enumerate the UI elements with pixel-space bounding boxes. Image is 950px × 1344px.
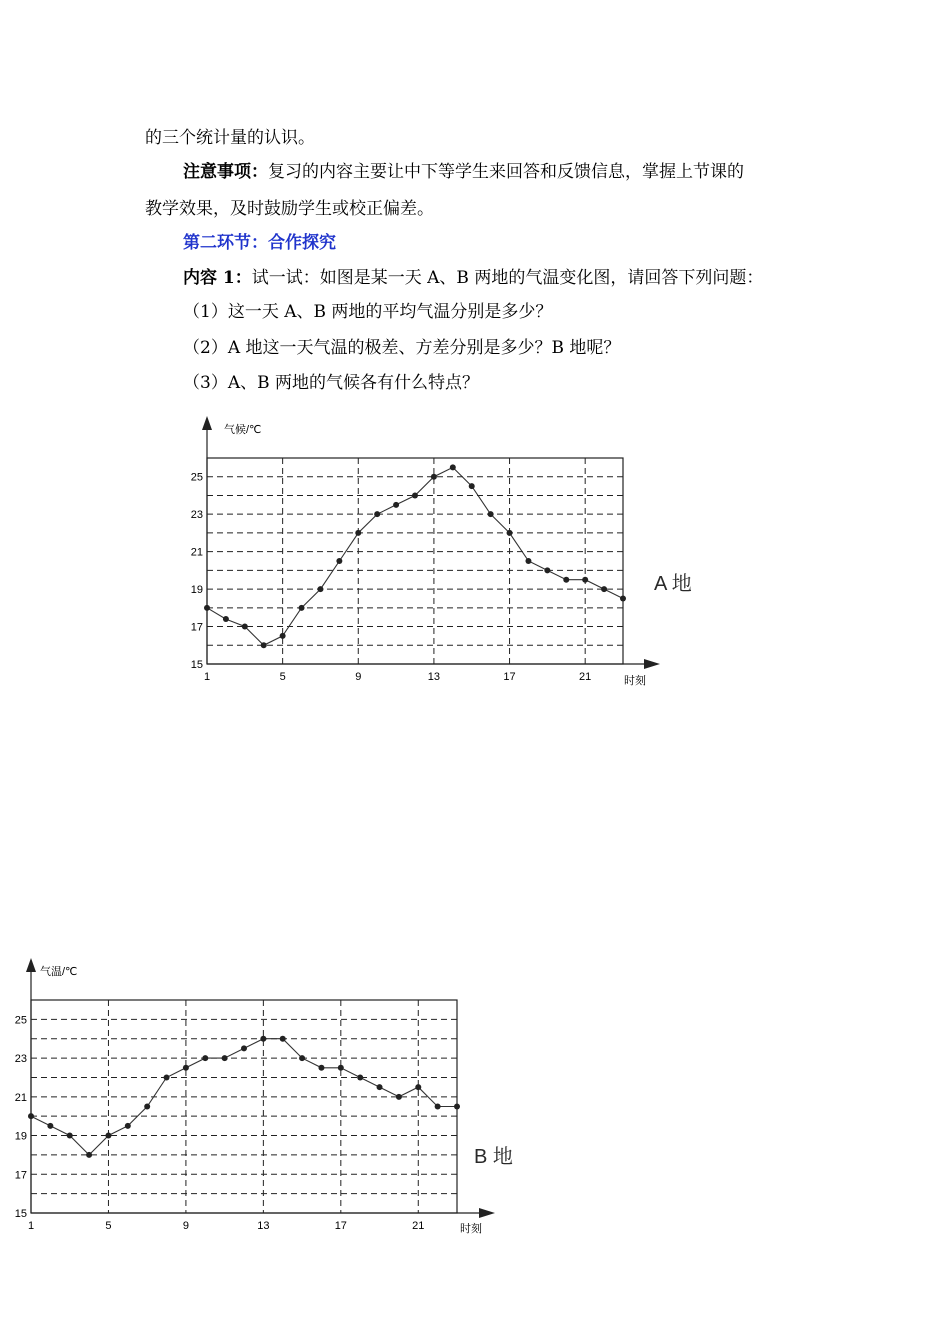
y-tick-label: 21 [190,546,203,559]
data-point [105,1133,111,1139]
chart-a-title: A 地 [654,573,692,595]
question-2: （2）A 地这一天气温的极差、方差分别是多少？B 地呢？ [183,338,621,358]
y-tick-label: 17 [14,1169,27,1182]
data-point [280,1036,286,1042]
plot-frame [31,1000,457,1213]
x-tick-label: 21 [412,1220,425,1232]
data-point [357,1074,363,1080]
chart-b-ylabel: 气温/℃ [40,966,78,978]
x-axis-arrow [479,1208,495,1218]
y-tick-label: 19 [14,1130,27,1143]
data-point [222,1055,228,1061]
chart-b-axes [26,958,495,1218]
x-tick-label: 9 [355,671,362,683]
question-3: （3）A、B 两地的气候各有什么特点？ [183,373,479,393]
data-point [202,1055,208,1061]
data-point [299,1055,305,1061]
y-tick-label: 23 [190,509,203,522]
chart-a-xlabel: 时刻 [624,675,646,687]
x-tick-label: 9 [182,1220,189,1232]
y-tick-label: 25 [14,1014,27,1027]
data-point [47,1123,53,1129]
x-tick-label: 13 [257,1220,270,1232]
x-tick-label: 5 [279,671,286,683]
x-tick-label: 13 [427,671,441,683]
data-point [396,1094,402,1100]
note-text-continued: 教学效果，及时鼓励学生或校正偏差。 [145,199,434,219]
data-point [144,1104,150,1110]
content-label: 内容 1： [183,268,252,288]
data-point [125,1123,131,1129]
data-point [435,1104,441,1110]
data-point [67,1133,73,1139]
chart-b-grid [31,1000,457,1213]
x-tick-label: 17 [334,1220,347,1232]
y-tick-label: 25 [190,471,203,484]
y-tick-label: 19 [190,584,203,597]
chart-b-title: B 地 [474,1146,513,1168]
y-tick-label: 15 [14,1208,27,1220]
data-point [338,1065,344,1071]
chart-b-tick-labels [15,1014,425,1232]
y-tick-label: 15 [190,659,203,671]
note-text: 复习的内容主要让中下等学生来回答和反馈信息，掌握上节课的 [268,162,744,182]
data-point [164,1074,170,1080]
data-point [260,1036,266,1042]
x-tick-label: 1 [27,1220,35,1232]
y-tick-label: 17 [190,621,203,634]
data-point [318,1065,324,1071]
y-tick-label: 21 [14,1091,27,1104]
data-point [86,1152,92,1158]
data-point [241,1045,247,1051]
chart-b-xlabel: 时刻 [460,1223,482,1235]
section-title: 第二环节：合作探究 [183,233,336,253]
y-tick-label: 23 [14,1053,27,1066]
data-point [183,1065,189,1071]
note-label: 注意事项： [183,162,268,182]
text-line-1: 的三个统计量的认识。 [145,128,315,148]
content-text: 试一试：如图是某一天 A、B 两地的气温变化图，请回答下列问题： [251,268,764,288]
x-tick-label: 1 [203,671,211,683]
chart-a-ylabel: 气候/℃ [224,424,262,436]
data-point [415,1084,421,1090]
x-tick-label: 5 [105,1220,112,1232]
x-tick-label: 17 [503,671,516,683]
question-1: （1）这一天 A、B 两地的平均气温分别是多少？ [183,302,553,322]
data-point [377,1084,383,1090]
y-axis-arrow [26,958,36,972]
x-tick-label: 21 [579,671,592,683]
